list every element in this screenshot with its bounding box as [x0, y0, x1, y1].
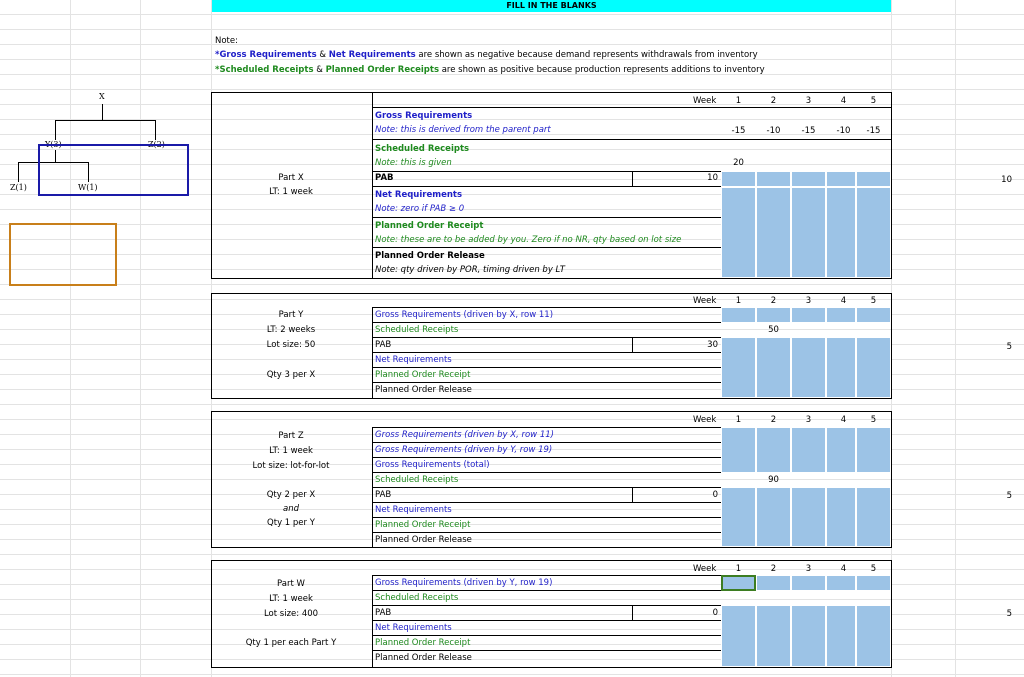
z-week-1: 1 [735, 415, 742, 425]
z-row-net: Net Requirements [375, 505, 452, 515]
y-week-1: 1 [735, 296, 742, 306]
w-blank-w4[interactable] [826, 605, 856, 667]
y-gross-w1[interactable] [721, 307, 756, 323]
note-line-1 [215, 50, 758, 60]
y-gross-w4[interactable] [826, 307, 856, 323]
x-blank-w5[interactable] [856, 187, 891, 278]
z-gross-w3[interactable] [791, 427, 826, 473]
week-5: 5 [870, 96, 877, 106]
note-line-1-text: are shown as negative because demand represents withdrawals from inventory [415, 50, 758, 60]
week-2: 2 [770, 96, 777, 106]
w-week-3: 3 [805, 564, 812, 574]
part-x-sched-label: Scheduled Receipts [375, 144, 470, 154]
note-line-2-text: are shown as positive because production represents additions to inventory [439, 65, 765, 75]
note-sched-rec: *Scheduled Receipts [215, 65, 314, 75]
tree-node-x: X [99, 92, 105, 101]
w-gross-w5[interactable] [856, 575, 891, 591]
y-blank-w3[interactable] [791, 337, 826, 398]
x-sched-w1[interactable]: 20 [733, 158, 744, 168]
y-gross-w3[interactable] [791, 307, 826, 323]
w-week-5: 5 [870, 564, 877, 574]
w-row-gross: Gross Requirements (driven by Y, row 19) [375, 578, 553, 588]
w-row-por: Planned Order Receipt [375, 638, 471, 648]
part-w-name: Part W [277, 579, 305, 589]
part-z-and: and [283, 504, 299, 514]
part-y-qty: Qty 3 per X [266, 370, 316, 380]
part-x-porel-note: Note: qty driven by POR, timing driven by LT [375, 265, 565, 275]
z-gross-w1[interactable] [721, 427, 756, 473]
week-4: 4 [840, 96, 847, 106]
z-week-4: 4 [840, 415, 847, 425]
z-blank-w4[interactable] [826, 487, 856, 547]
w-pab-initial[interactable]: 0 [712, 608, 718, 618]
y-blank-w2[interactable] [756, 337, 791, 398]
part-w-qty: Qty 1 per each Part Y [245, 638, 337, 648]
w-gross-w3[interactable] [791, 575, 826, 591]
x-pab-w4[interactable] [826, 171, 856, 187]
part-z-qty2: Qty 1 per Y [267, 518, 315, 528]
w-blank-w2[interactable] [756, 605, 791, 667]
x-blank-w3[interactable] [791, 187, 826, 278]
w-blank-w5[interactable] [856, 605, 891, 667]
part-z-week-label: Week [693, 415, 717, 425]
part-z-lt: LT: 1 week [269, 446, 313, 456]
w-row-pab: PAB [375, 608, 392, 618]
x-pab-w5[interactable] [856, 171, 891, 187]
x-gross-w4[interactable]: -10 [836, 126, 851, 136]
z-row-sched: Scheduled Receipts [375, 475, 459, 485]
z-blank-w5[interactable] [856, 487, 891, 547]
part-z-name: Part Z [278, 431, 304, 441]
part-w-lt: LT: 1 week [269, 594, 313, 604]
tree-node-y: Y(3) [45, 140, 62, 149]
note-gross-req: *Gross Requirements [215, 50, 317, 60]
part-x-sched-note: Note: this is given [375, 158, 452, 168]
x-gross-w3[interactable]: -15 [801, 126, 816, 136]
z-row-gross-y: Gross Requirements (driven by Y, row 19) [375, 445, 553, 455]
x-gross-w2[interactable]: -10 [766, 126, 781, 136]
x-gross-w5[interactable]: -15 [866, 126, 881, 136]
w-blank-w3[interactable] [791, 605, 826, 667]
y-row-sched: Scheduled Receipts [375, 325, 459, 335]
note-amp-2: & [313, 65, 326, 75]
z-gross-w2[interactable] [756, 427, 791, 473]
w-week-1: 1 [735, 564, 742, 574]
part-x-net-label: Net Requirements [375, 190, 463, 200]
y-sched-w2[interactable]: 50 [768, 325, 779, 335]
w-gross-w2[interactable] [756, 575, 791, 591]
part-x-week-label: Week [693, 96, 717, 106]
part-y-name: Part Y [278, 310, 304, 320]
y-row-porel: Planned Order Release [375, 385, 472, 395]
part-x-por-note: Note: these are to be added by you. Zero if no NR, qty based on lot size [375, 235, 682, 245]
part-x-name: Part X [278, 173, 304, 183]
z-week-5: 5 [870, 415, 877, 425]
selection-highlight-orange [9, 223, 117, 286]
x-pab-w2[interactable] [756, 171, 791, 187]
z-row-porel: Planned Order Release [375, 535, 472, 545]
w-gross-w4[interactable] [826, 575, 856, 591]
y-row-pab: PAB [375, 340, 392, 350]
z-gross-w5[interactable] [856, 427, 891, 473]
z-sched-w2[interactable]: 90 [768, 475, 779, 485]
w-row-porel: Planned Order Release [375, 653, 472, 663]
w-row-sched: Scheduled Receipts [375, 593, 459, 603]
part-x-net-note: Note: zero if PAB ≥ 0 [375, 204, 465, 214]
part-w-lot: Lot size: 400 [263, 609, 319, 619]
w-blank-w1[interactable] [721, 605, 756, 667]
note-line-2 [215, 65, 765, 75]
y-gross-w5[interactable] [856, 307, 891, 323]
y-week-2: 2 [770, 296, 777, 306]
y-week-4: 4 [840, 296, 847, 306]
y-row-net: Net Requirements [375, 355, 452, 365]
week-1: 1 [735, 96, 742, 106]
x-blank-w1[interactable] [721, 187, 756, 278]
part-x-gross-note: Note: this is derived from the parent part [375, 125, 551, 135]
x-pab-w1[interactable] [721, 171, 756, 187]
x-side-value[interactable]: 10 [1001, 175, 1012, 185]
z-row-pab: PAB [375, 490, 392, 500]
tree-node-w: W(1) [78, 183, 98, 192]
x-pab-w3[interactable] [791, 171, 826, 187]
week-3: 3 [805, 96, 812, 106]
z-pab-initial[interactable]: 0 [712, 490, 718, 500]
z-blank-w1[interactable] [721, 487, 756, 547]
z-gross-w4[interactable] [826, 427, 856, 473]
z-row-por: Planned Order Receipt [375, 520, 471, 530]
z-blank-w2[interactable] [756, 487, 791, 547]
part-z-qty1: Qty 2 per X [266, 490, 316, 500]
part-x-pab-label: PAB [375, 173, 394, 183]
tree-node-z1: Z(1) [10, 183, 27, 192]
y-row-por: Planned Order Receipt [375, 370, 471, 380]
selection-highlight-blue [38, 144, 189, 196]
part-x-porel-label: Planned Order Release [375, 251, 485, 261]
note-por: Planned Order Receipts [325, 65, 440, 75]
sheet-title: FILL IN THE BLANKS [212, 0, 891, 12]
part-z-lot: Lot size: lot-for-lot [252, 461, 330, 471]
part-y-week-label: Week [693, 296, 717, 306]
z-row-gross-x: Gross Requirements (driven by X, row 11) [375, 430, 554, 440]
part-x-lt: LT: 1 week [269, 187, 313, 197]
y-blank-w1[interactable] [721, 337, 756, 398]
tree-node-z: Z(2) [148, 140, 165, 149]
y-blank-w4[interactable] [826, 337, 856, 398]
part-y-lt: LT: 2 weeks [266, 325, 316, 335]
w-side-value[interactable]: 5 [1006, 609, 1012, 619]
z-week-2: 2 [770, 415, 777, 425]
w-week-2: 2 [770, 564, 777, 574]
y-blank-w5[interactable] [856, 337, 891, 398]
part-w-week-label: Week [693, 564, 717, 574]
z-blank-w3[interactable] [791, 487, 826, 547]
part-y-lot: Lot size: 50 [266, 340, 316, 350]
w-week-4: 4 [840, 564, 847, 574]
w-row-net: Net Requirements [375, 623, 452, 633]
x-blank-w2[interactable] [756, 187, 791, 278]
y-gross-w2[interactable] [756, 307, 791, 323]
y-side-value[interactable]: 5 [1006, 342, 1012, 352]
part-x-gross-label: Gross Requirements [375, 111, 473, 121]
w-gross-w1-selected[interactable] [721, 575, 756, 591]
x-blank-w4[interactable] [826, 187, 856, 278]
part-x-por-label: Planned Order Receipt [375, 221, 484, 231]
x-pab-initial[interactable]: 10 [707, 173, 718, 183]
z-side-value[interactable]: 5 [1006, 491, 1012, 501]
z-week-3: 3 [805, 415, 812, 425]
note-heading: Note: [215, 36, 238, 46]
x-gross-w1[interactable]: -15 [731, 126, 746, 136]
y-row-gross: Gross Requirements (driven by X, row 11) [375, 310, 554, 320]
note-amp-1: & [316, 50, 329, 60]
z-row-gross-total: Gross Requirements (total) [375, 460, 490, 470]
y-week-5: 5 [870, 296, 877, 306]
note-net-req: Net Requirements [328, 50, 416, 60]
y-pab-initial[interactable]: 30 [707, 340, 718, 350]
y-week-3: 3 [805, 296, 812, 306]
